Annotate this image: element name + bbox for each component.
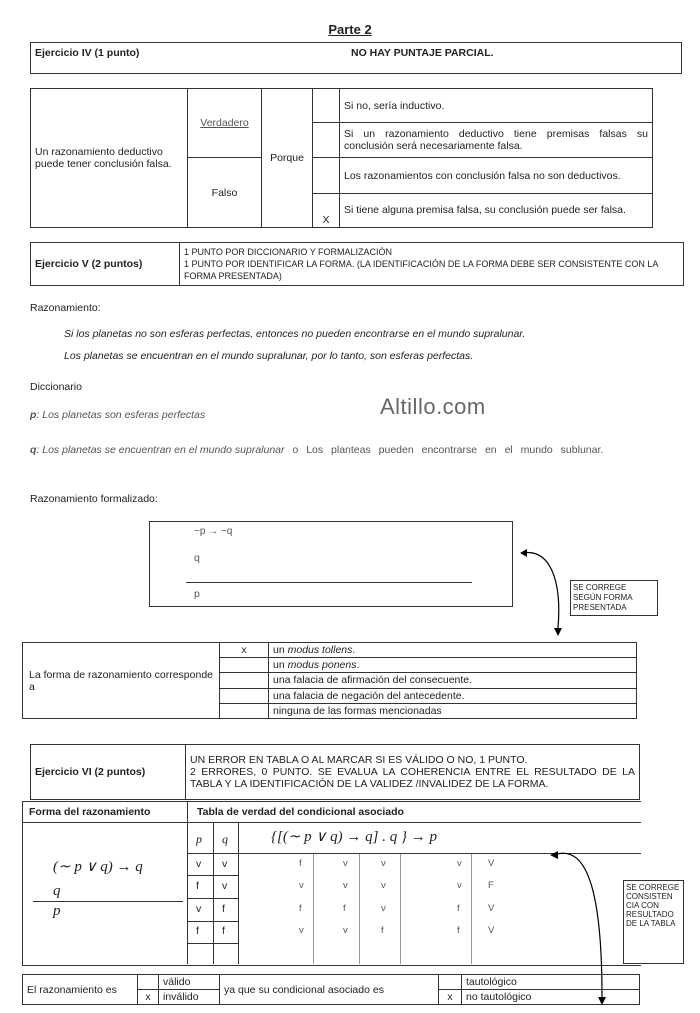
ex4-reason: Si un razonamiento deductivo tiene premisas falsas su conclusión será necesariamente falsa. <box>340 123 653 158</box>
truth-value: f <box>299 858 302 869</box>
ex5-q-var: q <box>30 444 37 456</box>
ex6-col-table: Tabla de verdad del condicional asociado <box>197 806 404 818</box>
ex5-form-mark <box>220 703 269 718</box>
ex5-form-mark <box>220 688 269 703</box>
truth-value: v <box>343 858 348 869</box>
truth-value: v <box>381 858 386 869</box>
ex4-reason-mark <box>313 158 340 193</box>
ex6-title: Ejercicio VI (2 puntos) <box>31 745 186 800</box>
ex6-invalid-mark: x <box>138 990 159 1005</box>
ex5-header <box>30 242 684 286</box>
form-text: ninguna de las formas mencionadas <box>269 703 637 718</box>
truth-value: v <box>299 925 304 936</box>
ex6-formula: {[(∼ p ∨ q) → q] . q } → p <box>271 829 437 845</box>
ex4-option-true: Verdadero <box>188 89 262 158</box>
truth-value-q: f <box>222 925 225 937</box>
ex6-valid-mark <box>138 975 159 990</box>
ex4-option-false: Falso <box>188 158 262 228</box>
ex6-correction-note: SE CORREGE CONSISTEN CIA CON RESULTADO DE LA TABLA <box>623 880 684 964</box>
ex4-because: Porque <box>262 89 313 228</box>
ex5-q-text: : Los planetas se encuentran en el mundo supralunar <box>36 444 285 456</box>
ex5-conclusion-line <box>186 582 472 583</box>
ex5-reasoning-label: Razonamiento: <box>30 302 101 314</box>
form-punct: . <box>352 644 356 657</box>
form-term: modus tollens <box>287 644 353 657</box>
truth-value: v <box>381 880 386 891</box>
ex6-header-p: p <box>196 832 202 846</box>
form-text: un <box>273 659 288 672</box>
truth-value: V <box>488 903 495 914</box>
truth-value-p: v <box>196 903 202 915</box>
ex6-no-taut-mark: x <box>439 990 462 1005</box>
ex6-final-label: El razonamiento es <box>23 975 138 1005</box>
form-punct: . <box>356 659 360 672</box>
ex4-reason-mark <box>313 123 340 158</box>
ex5-form-mark <box>220 673 269 688</box>
ex4-table <box>30 88 653 228</box>
divider <box>187 943 238 944</box>
truth-value-p: f <box>196 880 199 892</box>
form-text: una falacia de negación del antecedente. <box>269 688 637 703</box>
ex6-conclusion-line <box>33 901 183 902</box>
truth-value-q: v <box>222 880 228 892</box>
truth-value: v <box>457 880 462 891</box>
ex4-reason: Los razonamientos con conclusión falsa no son deductivos. <box>340 158 653 193</box>
truth-value: f <box>381 925 384 936</box>
truth-value: f <box>343 903 346 914</box>
divider <box>471 854 472 964</box>
form-term: modus ponens <box>287 659 357 672</box>
truth-value: v <box>299 880 304 891</box>
truth-value: f <box>457 903 460 914</box>
divider <box>400 854 401 964</box>
ex5-dict-label: Diccionario <box>30 381 82 393</box>
truth-value-q: v <box>222 858 228 870</box>
ex6-premise-2: q <box>53 883 61 899</box>
truth-value: V <box>488 858 495 869</box>
ex6-taut: tautológico <box>462 975 640 990</box>
divider <box>187 921 238 922</box>
ex6-taut-mark <box>439 975 462 990</box>
ex4-title: Ejercicio IV (1 punto) <box>35 47 140 59</box>
form-text: una falacia de afirmación del consecuente. <box>269 673 637 688</box>
truth-value: V <box>488 925 495 936</box>
truth-value-p: v <box>196 858 202 870</box>
ex4-statement: Un razonamiento deductivo puede tener conclusión falsa. <box>31 89 188 228</box>
truth-value-q: f <box>222 903 225 915</box>
ex5-premise-2: q <box>194 552 200 564</box>
ex6-header-q: q <box>222 832 228 846</box>
form-text: un <box>273 644 288 657</box>
ex4-reason-mark <box>313 89 340 123</box>
divider <box>187 875 238 876</box>
ex6-note: UN ERROR EN TABLA O AL MARCAR SI ES VÁLIDO O NO, 1 PUNTO. 2 ERRORES, 0 PUNTO. SE EVALUA LA COHERENCIA ENTRE EL RESULTADO DE LA TABLA Y LA IDENTIFICACIÓN DE LA VALIDEZ /INVALIDEZ DE LA FORMA. <box>186 745 640 800</box>
ex6-no-taut: no tautológico <box>462 990 640 1005</box>
truth-value: F <box>488 880 494 891</box>
ex5-line2: Los planetas se encuentran en el mundo supralunar, por lo tanto, son esferas perfectas. <box>64 350 474 362</box>
ex4-reason: Si no, sería inductivo. <box>340 89 653 123</box>
ex5-form-mark: x <box>220 643 269 658</box>
ex5-formal-box <box>149 521 513 607</box>
ex5-correction-note: SE CORREGE SEGÚN FORMA PRESENTADA <box>570 580 658 616</box>
ex4-reason: Si tiene alguna premisa falsa, su conclusión puede ser falsa. <box>340 193 653 227</box>
ex5-p-text: : Los planetas son esferas perfectas <box>36 409 206 421</box>
divider <box>187 898 238 899</box>
watermark: Altillo.com <box>380 394 486 419</box>
divider <box>187 802 188 964</box>
part-title: Parte 2 <box>328 22 372 37</box>
truth-value: v <box>343 925 348 936</box>
ex6-final-table <box>22 974 640 1005</box>
ex5-conclusion: p <box>194 588 200 600</box>
ex5-note: 1 PUNTO POR DICCIONARIO Y FORMALIZACIÓN 1 PUNTO POR IDENTIFICAR LA FORMA. (LA IDENTIFICACIÓN DE LA FORMA DEBE SER CONSISTENTE CON LA FORMA PRESENTADA) <box>180 243 684 286</box>
ex6-col-form: Forma del razonamiento <box>29 806 151 818</box>
ex5-p-var: p <box>30 409 37 421</box>
ex6-header <box>30 744 640 800</box>
truth-value: v <box>343 880 348 891</box>
ex5-title: Ejercicio V (2 puntos) <box>31 243 180 286</box>
truth-value-p: f <box>196 925 199 937</box>
ex4-reason-mark: X <box>313 193 340 227</box>
divider <box>238 822 239 964</box>
ex6-because: ya que su condicional asociado es <box>220 975 439 1005</box>
truth-value: v <box>457 858 462 869</box>
ex4-header <box>30 42 682 74</box>
ex5-forms-table <box>22 642 637 719</box>
ex5-line1: Si los planetas no son esferas perfectas, entonces no pueden encontrarse en el mundo supralunar. <box>64 328 526 340</box>
divider <box>313 854 314 964</box>
ex5-form-label: La forma de razonamiento corresponde a <box>23 643 220 719</box>
truth-value: f <box>457 925 460 936</box>
ex5-form-mark <box>220 658 269 673</box>
ex6-conclusion: p <box>53 903 61 919</box>
truth-value: v <box>381 903 386 914</box>
ex6-premise-1: (∼ p ∨ q) → q <box>53 859 143 875</box>
ex5-q-alt: o Los planteas pueden encontrarse en el mundo sublunar. <box>284 444 604 456</box>
ex5-formal-label: Razonamiento formalizado: <box>30 493 158 505</box>
divider <box>359 854 360 964</box>
ex5-premise-1: ~p → ~q <box>194 526 233 537</box>
truth-value: f <box>299 903 302 914</box>
ex6-valid: válido <box>159 975 220 990</box>
ex6-invalid: inválido <box>159 990 220 1005</box>
ex4-note: NO HAY PUNTAJE PARCIAL. <box>351 47 494 59</box>
